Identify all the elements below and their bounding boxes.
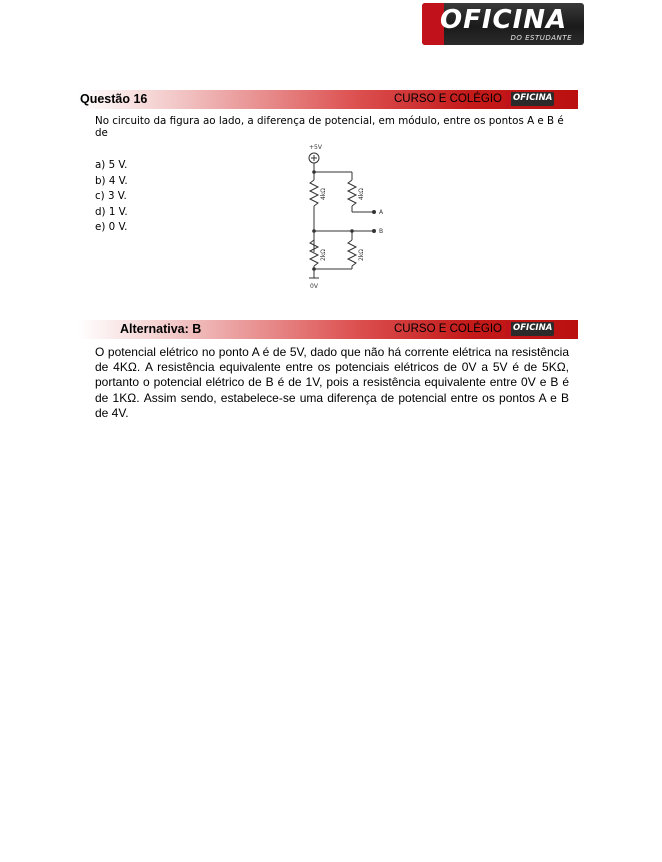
oficina-logo <box>422 3 584 45</box>
option-d: d) 1 V. <box>95 205 128 218</box>
resistor-2k-right <box>348 240 356 266</box>
label-resistor-4k-right: 4kΩ <box>358 188 365 200</box>
question-header-bar <box>78 90 578 109</box>
mini-logo-stripe <box>506 322 511 336</box>
logo-subtitle: DO ESTUDANTE <box>510 34 572 42</box>
label-resistor-4k-left: 4kΩ <box>320 188 327 200</box>
mini-logo-word: OFICINA <box>513 93 553 103</box>
label-point-a: A <box>379 209 384 216</box>
answer-options <box>95 158 128 236</box>
option-a: a) 5 V. <box>95 159 128 171</box>
resistor-4k-right <box>348 180 356 206</box>
option-c: c) 3 V. <box>95 190 127 202</box>
label-0v: 0V <box>310 283 318 290</box>
label-resistor-2k-left: 2kΩ <box>320 249 327 261</box>
node-b <box>372 229 376 233</box>
question-title: Questão 16 <box>80 92 148 106</box>
answer-mini-logo <box>506 322 554 336</box>
label-plus-5v: +5V <box>309 144 322 151</box>
option-b: b) 4 V. <box>95 174 128 187</box>
mini-logo-word: OFICINA <box>513 323 553 333</box>
logo-word: OFICINA <box>440 5 568 35</box>
answer-header-bar <box>78 320 578 339</box>
answer-brand-label: CURSO E COLÉGIO <box>394 323 502 335</box>
label-point-b: B <box>379 228 384 235</box>
question-text: No circuito da figura ao lado, a diferença de potencial, em módulo, entre os pontos A e B é de <box>95 115 564 139</box>
circuit-diagram <box>296 140 406 295</box>
node-a <box>372 210 376 214</box>
question-mini-logo <box>506 92 554 106</box>
answer-explanation: O potencial elétrico no ponto A é de 5V, dado que não há corrente elétrica na resistência de 4KΩ. A resistência equivalente entre os potenciais elétricos de 0V a 5V é de 5KΩ, portanto o potencial elétrico de B é de 1V, pois a resistência equivalente entre 0V e B é de 1KΩ. Assim sendo, estabelece-se uma diferença de potencial entre os pontos A e B de 4V. <box>95 345 569 420</box>
resistor-4k-left <box>310 180 318 206</box>
answer-title: Alternativa: B <box>120 322 202 336</box>
label-resistor-2k-right: 2kΩ <box>358 249 365 261</box>
question-brand-label: CURSO E COLÉGIO <box>394 93 502 105</box>
mini-logo-stripe <box>506 92 511 106</box>
option-e: e) 0 V. <box>95 221 128 233</box>
